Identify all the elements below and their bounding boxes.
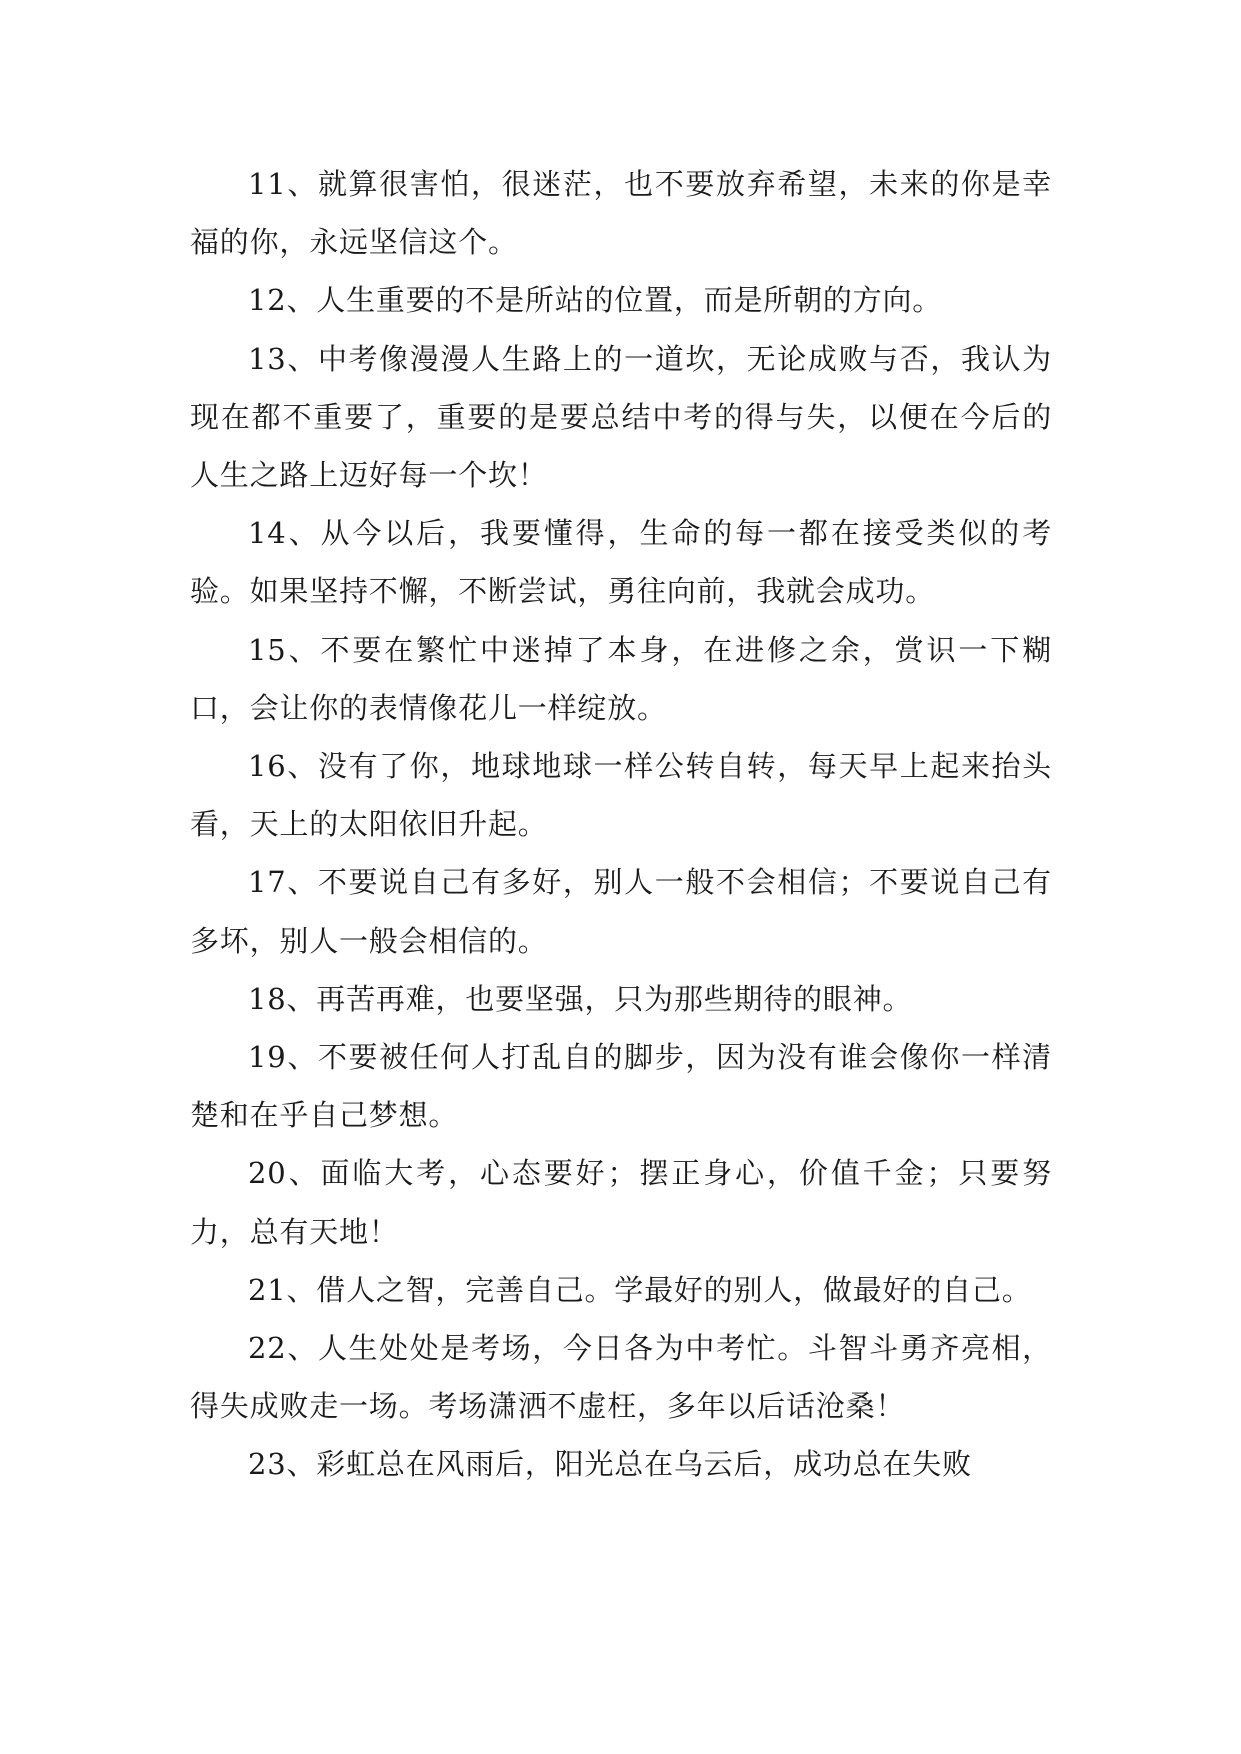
paragraph-14: 14、从今以后，我要懂得，生命的每一都在接受类似的考验。如果坚持不懈，不断尝试，勇往向前，我就会成功。 [190,516,1052,609]
document-body [190,155,1052,1494]
paragraph-17: 17、不要说自己有多好，别人一般不会相信；不要说自己有多坏，别人一般会相信的。 [190,865,1052,958]
paragraph-23: 23、彩虹总在风雨后，阳光总在乌云后，成功总在失败 [248,1447,972,1482]
paragraph-15: 15、不要在繁忙中迷掉了本身，在进修之余，赏识一下糊口，会让你的表情像花儿一样绽放。 [190,632,1052,725]
paragraph-22: 22、人生处处是考场，今日各为中考忙。斗智斗勇齐亮相，得失成败走一场。考场潇洒不虚枉，多年以后话沧桑！ [190,1331,1052,1424]
paragraph-16: 16、没有了你，地球地球一样公转自转，每天早上起来抬头看，天上的太阳依旧升起。 [190,749,1052,842]
paragraph-13: 13、中考像漫漫人生路上的一道坎，无论成败与否，我认为现在都不重要了，重要的是要总结中考的得与失，以便在今后的人生之路上迈好每一个坎！ [190,341,1052,493]
paragraph-20: 20、面临大考，心态要好；摆正身心，价值千金；只要努力，总有天地！ [190,1156,1052,1249]
paragraph-21: 21、借人之智，完善自己。学最好的别人，做最好的自己。 [248,1272,1032,1307]
paragraph-19: 19、不要被任何人打乱自的脚步，因为没有谁会像你一样清楚和在乎自己梦想。 [190,1040,1052,1133]
paragraph-18: 18、再苦再难，也要坚强，只为那些期待的眼神。 [248,981,913,1016]
paragraph-11: 11、就算很害怕，很迷茫，也不要放弃希望，未来的你是幸福的你，永远坚信这个。 [190,167,1052,260]
paragraph-12: 12、人生重要的不是所站的位置，而是所朝的方向。 [248,283,943,318]
